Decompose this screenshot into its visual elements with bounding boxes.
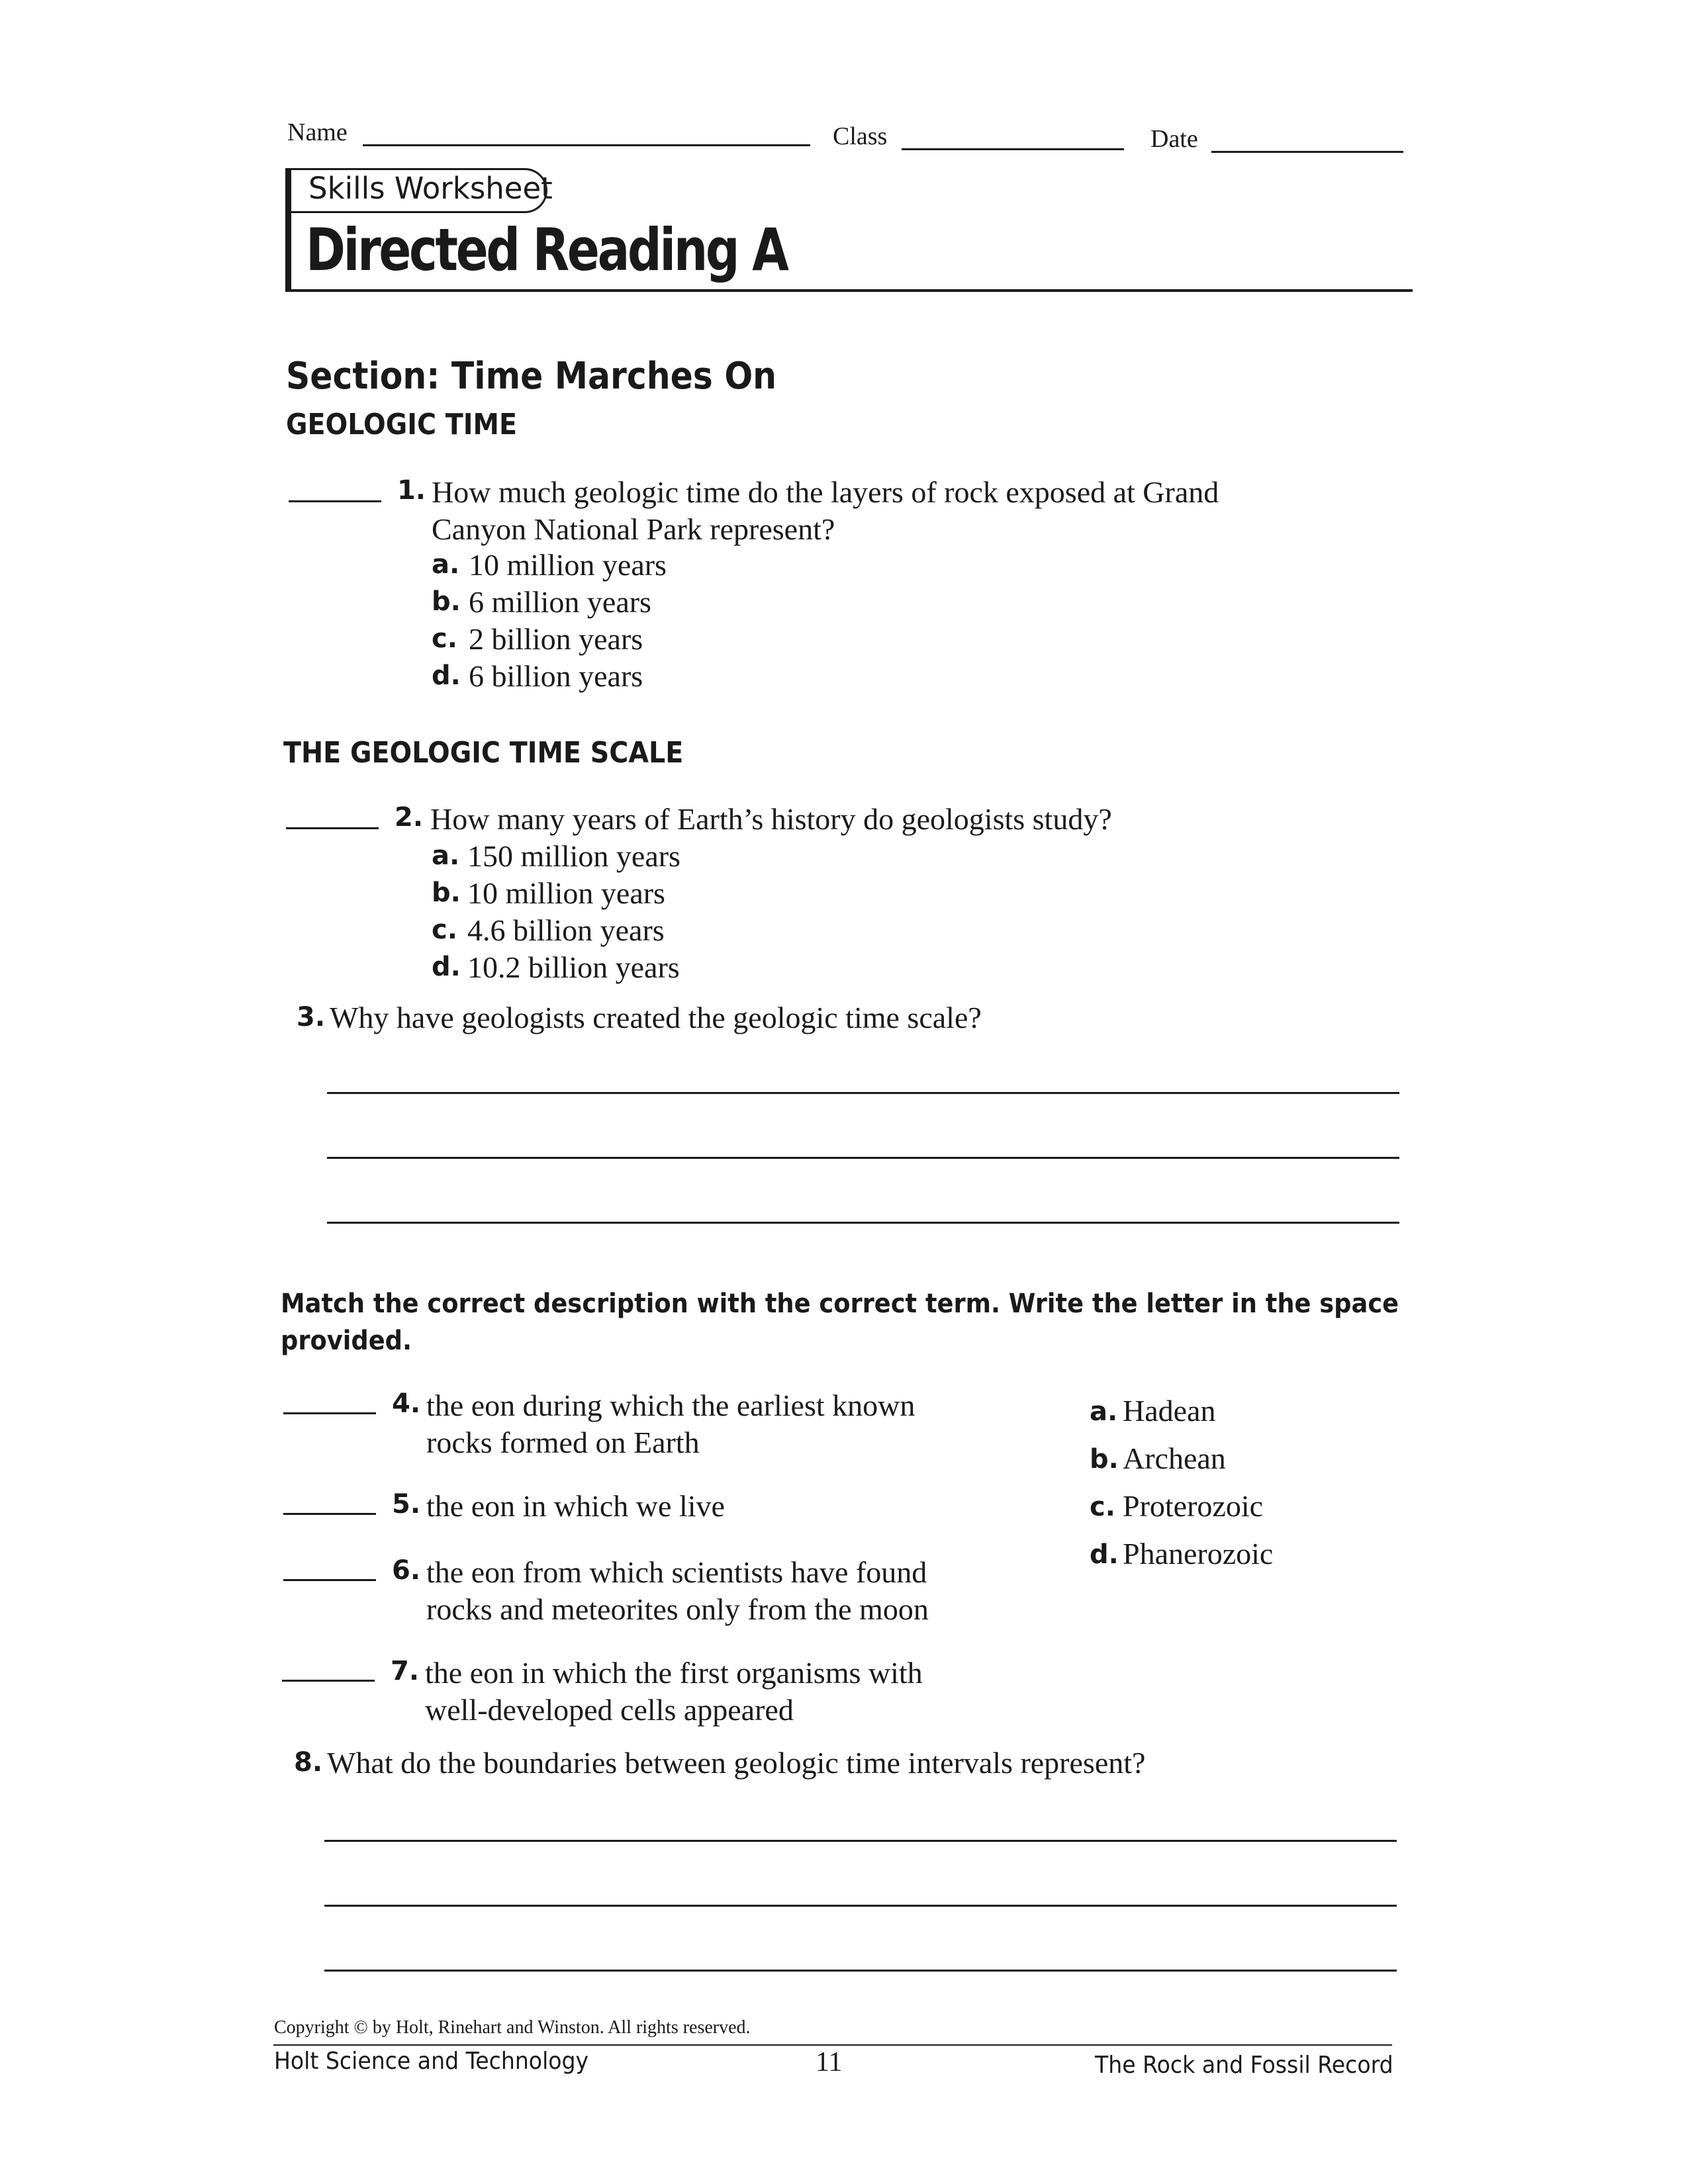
term-archean: Archean (1123, 1441, 1226, 1475)
q4-text-line1: the eon during which the earliest known (426, 1388, 915, 1422)
q8-answer-line-2[interactable] (324, 1905, 1397, 1907)
term-hadean: Hadean (1123, 1394, 1216, 1428)
q1-option-a: 10 million years (469, 548, 667, 582)
term-phanerozoic: Phanerozoic (1123, 1537, 1274, 1570)
q1-option-c: 2 billion years (469, 622, 643, 656)
term-a-letter: a. (1090, 1396, 1118, 1427)
q1-text-line1: How much geologic time do the layers of rock exposed at Grand (432, 475, 1219, 509)
title-bar-accent (285, 168, 291, 291)
term-proterozoic: Proterozoic (1123, 1489, 1264, 1523)
date-field[interactable] (1211, 151, 1403, 153)
copyright-notice: Copyright © by Holt, Rinehart and Winston. All rights reserved. (274, 2017, 751, 2038)
q2-option-a-letter: a. (432, 841, 460, 871)
footer-book-title: The Rock and Fossil Record (1095, 2052, 1393, 2079)
answer-blank-q7[interactable] (282, 1680, 375, 1682)
q8-number: 8. (294, 1747, 323, 1778)
page-title: Directed Reading A (306, 216, 787, 284)
class-label: Class (833, 122, 888, 150)
q2-option-c: 4.6 billion years (467, 913, 665, 947)
section-title: Section: Time Marches On (286, 355, 777, 398)
answer-blank-q6[interactable] (283, 1579, 376, 1581)
q8-answer-line-1[interactable] (324, 1840, 1397, 1842)
name-label: Name (287, 118, 348, 146)
date-label: Date (1150, 125, 1198, 153)
term-b-letter: b. (1090, 1444, 1119, 1475)
q1-number: 1. (397, 475, 426, 506)
q3-answer-line-1[interactable] (327, 1092, 1399, 1094)
answer-blank-q4[interactable] (283, 1412, 376, 1414)
answer-blank-q1[interactable] (289, 500, 381, 502)
q1-option-d-letter: d. (432, 660, 461, 691)
q2-number: 2. (395, 802, 424, 833)
term-c-letter: c. (1090, 1492, 1115, 1522)
q2-option-c-letter: c. (432, 915, 457, 945)
title-rule (285, 289, 1413, 292)
q2-option-a: 150 million years (467, 839, 680, 873)
q1-option-a-letter: a. (432, 549, 460, 580)
q1-option-b: 6 million years (469, 585, 651, 619)
answer-blank-q2[interactable] (286, 827, 379, 829)
q2-option-d-letter: d. (432, 952, 461, 982)
q4-text-line2: rocks formed on Earth (426, 1426, 700, 1459)
page-number: 11 (816, 2047, 843, 2077)
q7-number: 7. (391, 1656, 420, 1686)
q1-option-d: 6 billion years (469, 659, 643, 693)
q8-answer-line-3[interactable] (324, 1970, 1397, 1972)
matching-instructions: Match the correct description with the correct term. Write the letter in the space provided. (281, 1289, 1399, 1356)
heading-geologic-time-scale: THE GEOLOGIC TIME SCALE (283, 736, 684, 770)
q8-text: What do the boundaries between geologic time intervals represent? (327, 1746, 1146, 1780)
q1-option-b-letter: b. (432, 586, 461, 617)
worksheet-tag: Skills Worksheet (308, 171, 553, 206)
q2-option-d: 10.2 billion years (467, 950, 680, 984)
q3-answer-line-3[interactable] (327, 1222, 1399, 1224)
q2-text: How many years of Earth’s history do geologists study? (430, 802, 1112, 836)
footer-rule (273, 2044, 1392, 2046)
q5-number: 5. (392, 1489, 421, 1520)
q7-text-line2: well-developed cells appeared (425, 1693, 794, 1727)
footer-publisher: Holt Science and Technology (274, 2048, 589, 2075)
q3-text: Why have geologists created the geologic time scale? (330, 1001, 982, 1034)
q3-number: 3. (297, 1002, 326, 1032)
q4-number: 4. (392, 1388, 421, 1419)
heading-geologic-time: GEOLOGIC TIME (286, 408, 518, 441)
term-d-letter: d. (1090, 1539, 1119, 1570)
answer-blank-q5[interactable] (283, 1513, 376, 1515)
q1-option-c-letter: c. (432, 623, 457, 654)
q6-text-line1: the eon from which scientists have found (426, 1555, 927, 1589)
q2-option-b: 10 million years (467, 876, 665, 910)
q1-text-line2: Canyon National Park represent? (432, 512, 835, 546)
q2-option-b-letter: b. (432, 878, 461, 908)
q7-text-line1: the eon in which the first organisms with (425, 1656, 923, 1690)
q6-text-line2: rocks and meteorites only from the moon (426, 1592, 929, 1626)
name-field[interactable] (363, 144, 810, 146)
q5-text-line1: the eon in which we live (426, 1489, 725, 1523)
q6-number: 6. (392, 1555, 421, 1586)
q3-answer-line-2[interactable] (327, 1157, 1399, 1159)
class-field[interactable] (902, 148, 1124, 150)
